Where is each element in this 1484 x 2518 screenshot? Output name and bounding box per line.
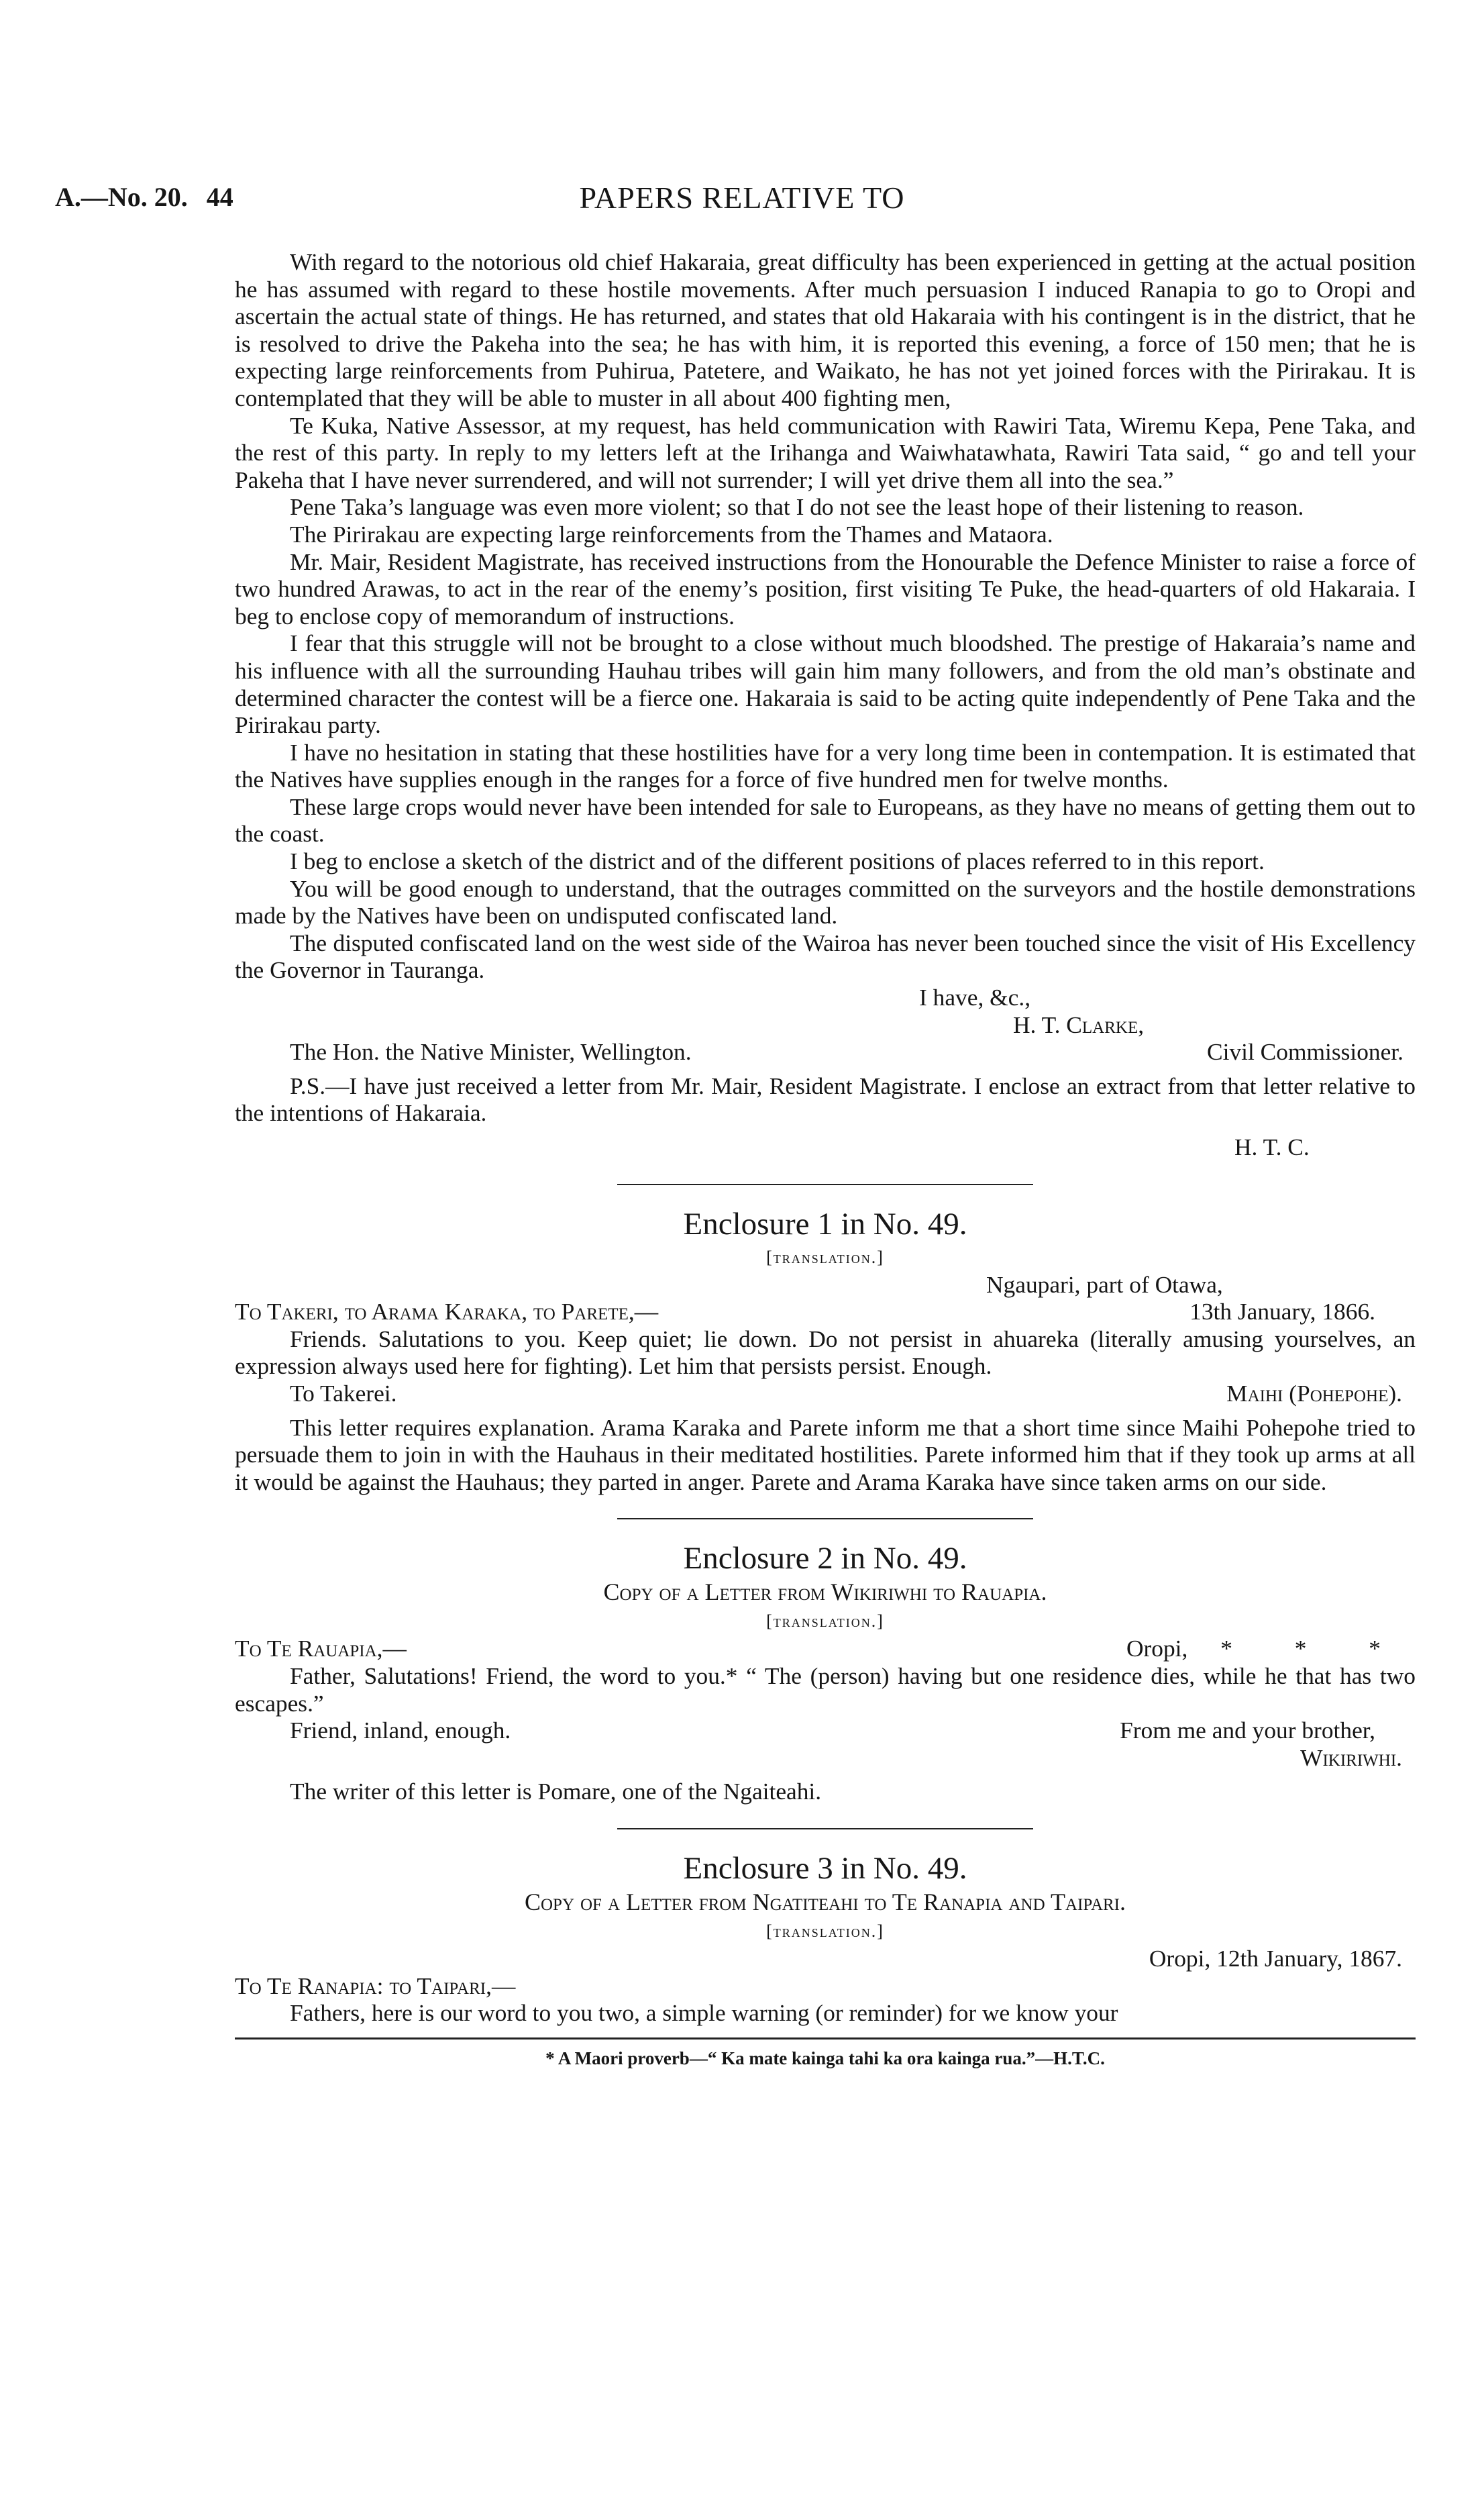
- recipient: To Te Rauapia,—: [235, 1635, 407, 1662]
- place-line: [1126, 1635, 1416, 1662]
- enclosure-1: [235, 1205, 1416, 1496]
- addressee: The Hon. the Native Minister, Wellington.: [290, 1038, 692, 1066]
- closing-left: Friend, inland, enough.: [290, 1717, 511, 1744]
- translation-tag: [translation.]: [766, 1611, 884, 1631]
- letter-place: Ngaupari, part of Otawa,: [986, 1270, 1223, 1298]
- section-divider: [617, 1518, 1033, 1519]
- signatory: H. T. Clarke,: [1013, 1011, 1145, 1038]
- letter-text: Fathers, here is our word to you two, a simple warning (or reminder) for we know your: [290, 1999, 1118, 2027]
- page-body: [235, 248, 1416, 2072]
- letter-place-date: Oropi, 12th January, 1867.: [1149, 1944, 1402, 1972]
- section-divider: [617, 1184, 1033, 1185]
- enclosure-title: Enclosure 3 in No. 49.: [683, 1850, 967, 1886]
- sign-off-line: [235, 1717, 1416, 1744]
- letter-body: [235, 248, 1416, 1161]
- enclosure-title: Enclosure 1 in No. 49.: [683, 1206, 967, 1242]
- paragraph: Mr. Mair, Resident Magistrate, has received instructions from the Honourable the Defence Minister to raise a force of two hundred Arawas, to act in the rear of the enemy’s position, first visiting Te Puke, the head-quarters of old Hakaraia. I beg to enclose copy of memorandum of instructions.: [235, 548, 1416, 630]
- initials: H. T. C.: [1234, 1134, 1310, 1160]
- letter-text: Father, Salutations! Friend, the word to you.* “ The (person) having but one residence dies, while he that has two escapes.”: [235, 1662, 1416, 1717]
- enclosure-3: [235, 1850, 1416, 2027]
- translation-tag: [translation.]: [766, 1247, 884, 1267]
- paragraph: I beg to enclose a sketch of the district and of the different positions of places referred to in this report.: [290, 848, 1265, 875]
- salutation-line: [235, 1298, 1416, 1325]
- explanatory-note: The writer of this letter is Pomare, one of the Ngaiteahi.: [290, 1778, 822, 1805]
- sender-signature: Maihi (Pohepohe).: [1226, 1379, 1402, 1407]
- copy-description: Copy of a Letter from Wikiriwhi to Rauapia.: [603, 1578, 1047, 1606]
- document-reference: A.—No. 20.: [55, 182, 188, 212]
- paragraph: The Pirirakau are expecting large reinforcements from the Thames and Mataora.: [290, 520, 1053, 548]
- postscript: P.S.—I have just received a letter from Mr. Mair, Resident Magistrate. I enclose an extract from that letter relative to the intentions of Hakaraia.: [235, 1072, 1416, 1127]
- paragraph: You will be good enough to understand, that the outrages committed on the surveyors and the hostile demonstrations made by the Natives have been on undisputed confiscated land.: [235, 874, 1416, 929]
- signature-block: [235, 984, 1416, 1161]
- translation-tag: [translation.]: [766, 1921, 884, 1941]
- paragraph: These large crops would never have been intended for sale to Europeans, as they have no means of getting them out to the coast.: [235, 793, 1416, 848]
- recipient: To Te Ranapia: to Taipari,—: [235, 1972, 516, 1999]
- paragraph: Te Kuka, Native Assessor, at my request, has held communication with Rawiri Tata, Wiremu Kepa, Pene Taka, and the rest of this party. In reply to my letters left at the Irihanga and Waiwhatawhata, Rawiri Tata said, “ go and tell your Pakeha that I have never surrendered, and will not surrender; I will yet drive them all into the sea.”: [235, 411, 1416, 493]
- paragraph: The disputed confiscated land on the west side of the Wairoa has never been touched since the visit of His Excellency the Governor in Tauranga.: [235, 929, 1416, 984]
- running-title: PAPERS RELATIVE TO: [579, 181, 905, 215]
- paragraph: I have no hesitation in stating that these hostilities have for a very long time been in contempation. It is estimated that the Natives have supplies enough in the ranges for a force of five hundred men for twelve months.: [235, 738, 1416, 793]
- copy-description: Copy of a Letter from Ngatiteahi to Te Ranapia and Taipari.: [524, 1888, 1126, 1915]
- footnote: * A Maori proverb—“ Ka mate kainga tahi ka ora kainga rua.”—H.T.C.: [545, 2048, 1105, 2068]
- paragraph: I fear that this struggle will not be brought to a close without much bloodshed. The prestige of Hakaraia’s name and his influence with all the surrounding Hauhau tribes will gain him many followers, and from the old man’s obstinate and determined character the contest will be a fierce one. Hakaraia is said to be acting quite independently of Pene Taka and the Pirirakau party.: [235, 630, 1416, 739]
- addressee-line: [235, 1038, 1416, 1066]
- explanatory-note: This letter requires explanation. Arama Karaka and Parete inform me that a short time since Maihi Pohepohe tried to persuade them to join in with the Hauhaus in their meditated hostilities. Parete informed him that if they took up arms at all it would be against the Hauhaus; they parted in anger. Parete and Arama Karaka have since taken arms on our side.: [235, 1413, 1416, 1495]
- enclosure-2: [235, 1540, 1416, 1805]
- signatory-title: Civil Commissioner.: [1207, 1038, 1403, 1066]
- sign-off-line: [235, 1380, 1416, 1407]
- letter-date: 13th January, 1866.: [1189, 1298, 1375, 1325]
- enclosure-title: Enclosure 2 in No. 49.: [683, 1541, 967, 1576]
- letter-place: Oropi,: [1126, 1635, 1188, 1662]
- asterisks: * * *: [1220, 1635, 1409, 1662]
- section-divider: [617, 1828, 1033, 1829]
- letter-text: Friends. Salutations to you. Keep quiet; lie down. Do not persist in ahuareka (literally amusing yourselves, an expression always used here for fighting). Let him that persists persist. Enough.: [235, 1325, 1416, 1380]
- footnote-rule: [235, 2037, 1416, 2039]
- page-number: 44: [206, 182, 233, 212]
- closing: I have, &c.,: [919, 984, 1031, 1011]
- recipient-bottom: To Takerei.: [290, 1379, 397, 1407]
- paragraph: Pene Taka’s language was even more violent; so that I do not see the least hope of their listening to reason.: [290, 493, 1304, 521]
- paragraph: With regard to the notorious old chief Hakaraia, great difficulty has been experienced in getting at the actual position he has assumed with regard to these hostile movements. After much persuasion I induced Ranapia to go to Oropi and ascertain the actual state of things. He has returned, and states that old Hakaraia with his contingent is in the district, that he is resolved to drive the Pakeha into the sea; he has with him, it is reported this evening, a force of 150 men; that he is expecting large reinforcements from Puhirua, Patetere, and Waikato, he has not yet joined forces with the Pirirakau. It is contemplated that they will be able to muster in all about 400 fighting men,: [235, 248, 1416, 411]
- sender-signature: Wikiriwhi.: [1300, 1744, 1402, 1771]
- salutation-line: [235, 1635, 1416, 1662]
- recipient: To Takeri, to Arama Karaka, to Parete,—: [235, 1298, 659, 1325]
- closing-right: From me and your brother,: [1120, 1717, 1375, 1744]
